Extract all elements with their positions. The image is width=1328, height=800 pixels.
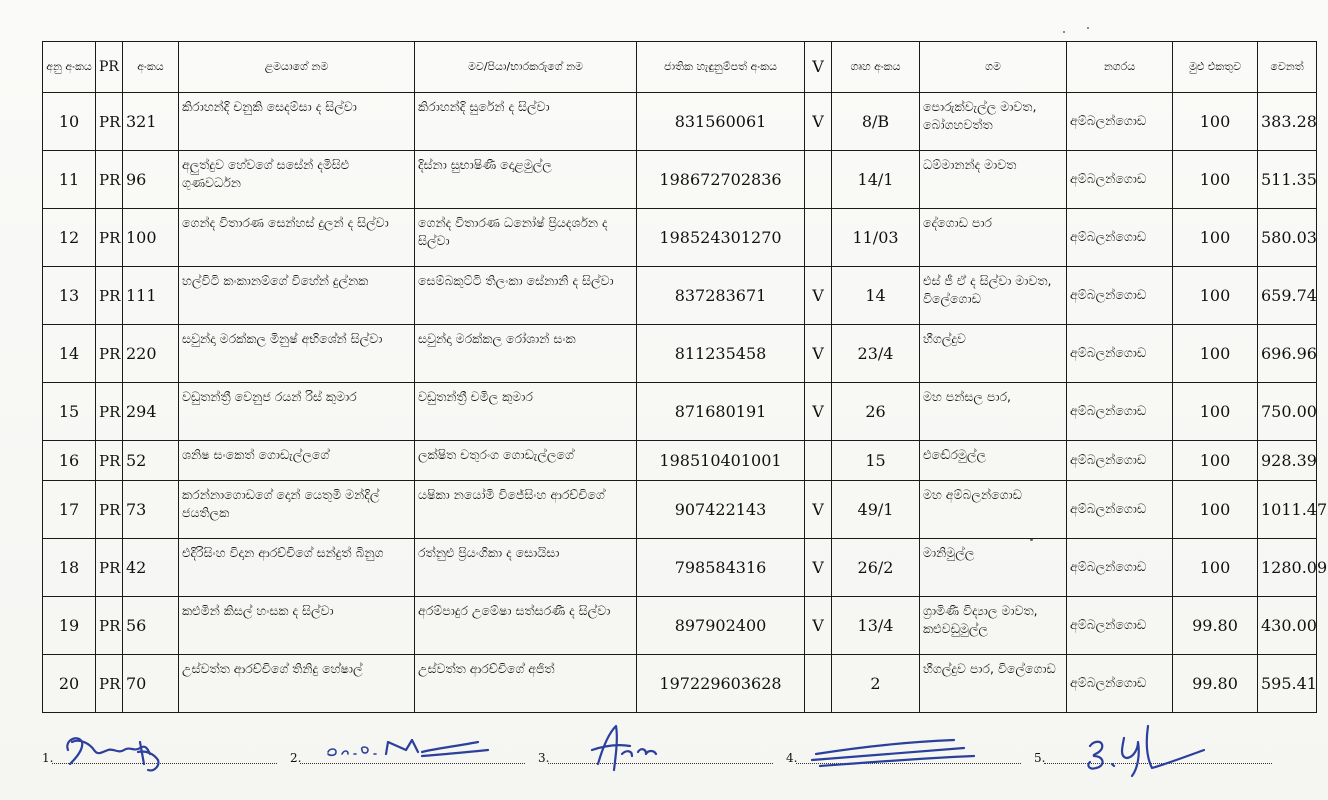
- cell-v: [805, 209, 832, 267]
- cell-number: 220: [123, 325, 179, 383]
- cell-serial: 16: [43, 441, 96, 481]
- table-row: [43, 655, 1317, 713]
- header-v: V: [805, 42, 832, 93]
- table-row: [43, 481, 1317, 539]
- cell-town: අම්බලන්ගොඩ: [1067, 441, 1173, 481]
- cell-student-name: අලුත්දුව හේවගේ සසේන් දමිසිළු ගුණවර්ධන: [179, 151, 415, 209]
- cell-village: දේගොඩ පාර: [920, 209, 1067, 267]
- cell-serial: 20: [43, 655, 96, 713]
- cell-student-name: කරන්නාගොඩගේ දොන් යෙතුමි මන්දිල් ජයතිලක: [179, 481, 415, 539]
- cell-house-no: 13/4: [832, 597, 920, 655]
- cell-distance: 1280.09: [1258, 539, 1317, 597]
- cell-number: 321: [123, 93, 179, 151]
- cell-distance: 430.00: [1258, 597, 1317, 655]
- signature-image: [546, 720, 706, 780]
- header-serial: අනු අංකය: [43, 42, 96, 93]
- cell-serial: 14: [43, 325, 96, 383]
- cell-town: අම්බලන්ගොඩ: [1067, 267, 1173, 325]
- cell-prefix: PR: [96, 267, 123, 325]
- header-town: නගරය: [1067, 42, 1173, 93]
- table-row: [43, 151, 1317, 209]
- header-total: මුළු එකතුව: [1173, 42, 1258, 93]
- cell-v: [805, 655, 832, 713]
- cell-house-no: 23/4: [832, 325, 920, 383]
- cell-village: ධම්මානන්ද මාවත: [920, 151, 1067, 209]
- cell-village: හීගල්දුව පාර, විලේගොඩ: [920, 655, 1067, 713]
- cell-guardian-name: සෙම්බකුට්ටි තිලංකා සේනානි ද සිල්වා: [415, 267, 637, 325]
- cell-town: අම්බලන්ගොඩ: [1067, 93, 1173, 151]
- cell-nic: 811235458: [637, 325, 805, 383]
- signature-slot-1: [42, 720, 277, 780]
- cell-distance: 595.41: [1258, 655, 1317, 713]
- cell-v: V: [805, 325, 832, 383]
- cell-village: ග්‍රාමිණී විද්‍යාල මාවත, කළුවඩුමුල්ල: [920, 597, 1067, 655]
- cell-serial: 17: [43, 481, 96, 539]
- cell-prefix: PR: [96, 539, 123, 597]
- cell-student-name: ශනිෂ සංකෙත් ගොඩැල්ලගේ: [179, 441, 415, 481]
- cell-v: V: [805, 597, 832, 655]
- cell-guardian-name: යෂිකා නයෝමි විජේසිංහ ආරච්චිගේ: [415, 481, 637, 539]
- cell-nic: 198510401001: [637, 441, 805, 481]
- cell-student-name: කිරාහන්දි චනුකි සෙදම්සා ද සිල්වා: [179, 93, 415, 151]
- header-prefix: PR: [96, 42, 123, 93]
- cell-v: V: [805, 383, 832, 441]
- cell-house-no: 11/03: [832, 209, 920, 267]
- cell-nic: 871680191: [637, 383, 805, 441]
- table-row: [43, 383, 1317, 441]
- cell-guardian-name: කිරාහන්දි සුරේන් ද සිල්වා: [415, 93, 637, 151]
- cell-house-no: 14: [832, 267, 920, 325]
- cell-town: අම්බලන්ගොඩ: [1067, 655, 1173, 713]
- cell-total: 100: [1173, 481, 1258, 539]
- signature-image: [794, 720, 994, 780]
- cell-nic: 197229603628: [637, 655, 805, 713]
- cell-nic: 837283671: [637, 267, 805, 325]
- cell-village: එස් ජී ඒ ද සිල්වා මාවත, විලේගොඩ: [920, 267, 1067, 325]
- cell-v: V: [805, 481, 832, 539]
- signature-index: 4.: [786, 751, 798, 765]
- cell-prefix: PR: [96, 383, 123, 441]
- cell-village: මහ අම්බලන්ගොඩ: [920, 481, 1067, 539]
- cell-house-no: 26/2: [832, 539, 920, 597]
- header-nic: ජාතික හැඳුනුම්පත් අංකය: [637, 42, 805, 93]
- cell-town: අම්බලන්ගොඩ: [1067, 325, 1173, 383]
- cell-number: 294: [123, 383, 179, 441]
- cell-serial: 19: [43, 597, 96, 655]
- signature-image: [50, 720, 190, 780]
- table-row: [43, 539, 1317, 597]
- signature-row: [42, 720, 1272, 780]
- cell-serial: 13: [43, 267, 96, 325]
- cell-guardian-name: සවුන්දා මරක්කල රෝශාන් සංක: [415, 325, 637, 383]
- header-distance: වෙනත්: [1258, 42, 1317, 93]
- cell-town: අම්බලන්ගොඩ: [1067, 481, 1173, 539]
- cell-nic: 907422143: [637, 481, 805, 539]
- cell-distance: 1011.47: [1258, 481, 1317, 539]
- header-number: අංකය: [123, 42, 179, 93]
- cell-serial: 10: [43, 93, 96, 151]
- signature-slot-4: [786, 720, 1021, 780]
- cell-serial: 12: [43, 209, 96, 267]
- cell-v: V: [805, 93, 832, 151]
- cell-prefix: PR: [96, 655, 123, 713]
- cell-village: හීගල්දුව: [920, 325, 1067, 383]
- cell-distance: 696.96: [1258, 325, 1317, 383]
- cell-number: 100: [123, 209, 179, 267]
- header-student-name: ළමයාගේ නම: [179, 42, 415, 93]
- header-guardian-name: මව/පියා/භාරකරුගේ නම: [415, 42, 637, 93]
- signature-slot-3: [538, 720, 773, 780]
- cell-total: 100: [1173, 441, 1258, 481]
- cell-distance: 383.28: [1258, 93, 1317, 151]
- table-row: [43, 597, 1317, 655]
- cell-number: 42: [123, 539, 179, 597]
- table-row: [43, 209, 1317, 267]
- cell-house-no: 26: [832, 383, 920, 441]
- cell-student-name: වඩුතන්ත්‍රී වෙනුජ රයන් රිස් කුමාර: [179, 383, 415, 441]
- cell-prefix: PR: [96, 481, 123, 539]
- cell-prefix: PR: [96, 93, 123, 151]
- cell-student-name: සවුන්දා මරක්කල මිනුෂ් අභිශේන් සිල්වා: [179, 325, 415, 383]
- table-row: [43, 441, 1317, 481]
- header-village: ගම: [920, 42, 1067, 93]
- cell-guardian-name: උස්වත්ත ආරච්චිගේ අජිත්: [415, 655, 637, 713]
- scan-speck: [1087, 27, 1089, 29]
- cell-guardian-name: ගෙන්ද විතාරණ ධනෝෂ් ප්‍රියදර්ශන ද සිල්වා: [415, 209, 637, 267]
- cell-prefix: PR: [96, 597, 123, 655]
- signature-image: [1042, 720, 1242, 780]
- header-house-no: ගෘහ අංකය: [832, 42, 920, 93]
- cell-distance: 659.74: [1258, 267, 1317, 325]
- signature-index: 1.: [42, 751, 54, 765]
- cell-total: 100: [1173, 151, 1258, 209]
- cell-prefix: PR: [96, 441, 123, 481]
- scan-speck: [1063, 31, 1065, 33]
- cell-town: අම්බලන්ගොඩ: [1067, 539, 1173, 597]
- cell-v: [805, 441, 832, 481]
- cell-student-name: ගෙන්ද විතාරණ සෙන්හස් දුලන් ද සිල්වා: [179, 209, 415, 267]
- cell-total: 99.80: [1173, 597, 1258, 655]
- cell-number: 96: [123, 151, 179, 209]
- cell-nic: 798584316: [637, 539, 805, 597]
- cell-student-name: හල්විටි කංකානම්ගේ විහේන් දුල්නක: [179, 267, 415, 325]
- cell-total: 100: [1173, 539, 1258, 597]
- cell-student-name: එදිරිසිංහ විදාන ආරච්චිගේ සන්දුත් බිනුග: [179, 539, 415, 597]
- cell-village: එඬේරමුල්ල: [920, 441, 1067, 481]
- signature-image: [298, 720, 498, 780]
- cell-distance: 580.03: [1258, 209, 1317, 267]
- table-row: [43, 267, 1317, 325]
- cell-house-no: 8/B: [832, 93, 920, 151]
- cell-total: 100: [1173, 93, 1258, 151]
- cell-v: V: [805, 267, 832, 325]
- cell-total: 100: [1173, 383, 1258, 441]
- signature-index: 5.: [1034, 751, 1046, 765]
- cell-town: අම්බලන්ගොඩ: [1067, 151, 1173, 209]
- table-header-row: [43, 42, 1317, 93]
- cell-total: 99.80: [1173, 655, 1258, 713]
- cell-number: 56: [123, 597, 179, 655]
- cell-house-no: 15: [832, 441, 920, 481]
- cell-town: අම්බලන්ගොඩ: [1067, 383, 1173, 441]
- cell-number: 70: [123, 655, 179, 713]
- cell-nic: 831560061: [637, 93, 805, 151]
- signature-index: 2.: [290, 751, 302, 765]
- cell-serial: 18: [43, 539, 96, 597]
- table-row: [43, 93, 1317, 151]
- cell-town: අම්බලන්ගොඩ: [1067, 597, 1173, 655]
- cell-guardian-name: වඩුතන්ත්‍රී චමිල කුමාර: [415, 383, 637, 441]
- cell-prefix: PR: [96, 209, 123, 267]
- cell-town: අම්බලන්ගොඩ: [1067, 209, 1173, 267]
- cell-prefix: PR: [96, 325, 123, 383]
- cell-serial: 11: [43, 151, 96, 209]
- cell-total: 100: [1173, 267, 1258, 325]
- cell-student-name: උස්වත්ත ආරච්චිගේ තිනිදු හේෂාල්: [179, 655, 415, 713]
- cell-v: [805, 151, 832, 209]
- cell-prefix: PR: [96, 151, 123, 209]
- cell-nic: 198672702836: [637, 151, 805, 209]
- cell-v: V: [805, 539, 832, 597]
- cell-nic: 897902400: [637, 597, 805, 655]
- cell-nic: 198524301270: [637, 209, 805, 267]
- cell-guardian-name: දිස්නා සුභාෂිණී දොළමුල්ල: [415, 151, 637, 209]
- cell-distance: 750.00: [1258, 383, 1317, 441]
- cell-village: මානිමුල්ල: [920, 539, 1067, 597]
- cell-house-no: 14/1: [832, 151, 920, 209]
- signature-slot-5: [1034, 720, 1272, 780]
- cell-house-no: 49/1: [832, 481, 920, 539]
- cell-house-no: 2: [832, 655, 920, 713]
- signature-slot-2: [290, 720, 525, 780]
- signature-index: 3.: [538, 751, 550, 765]
- cell-guardian-name: රත්නුළු ප්‍රියංගිකා ද සොයිසා: [415, 539, 637, 597]
- cell-distance: 928.39: [1258, 441, 1317, 481]
- table-row: [43, 325, 1317, 383]
- cell-number: 52: [123, 441, 179, 481]
- cell-total: 100: [1173, 325, 1258, 383]
- cell-distance: 511.35: [1258, 151, 1317, 209]
- cell-number: 111: [123, 267, 179, 325]
- cell-village: පොරුක්වැල්ල මාවත, බෝගහවත්ත: [920, 93, 1067, 151]
- student-list-table: [42, 41, 1328, 713]
- cell-total: 100: [1173, 209, 1258, 267]
- cell-guardian-name: ලක්ෂිත චතුරංග ගොඩැල්ලගේ: [415, 441, 637, 481]
- cell-student-name: කළුමින් කිසල් හංසක ද සිල්වා: [179, 597, 415, 655]
- cell-village: මහ පන්සල පාර,: [920, 383, 1067, 441]
- cell-serial: 15: [43, 383, 96, 441]
- cell-guardian-name: අරම්පාදුර උමේෂා සත්සරණී ද සිල්වා: [415, 597, 637, 655]
- cell-number: 73: [123, 481, 179, 539]
